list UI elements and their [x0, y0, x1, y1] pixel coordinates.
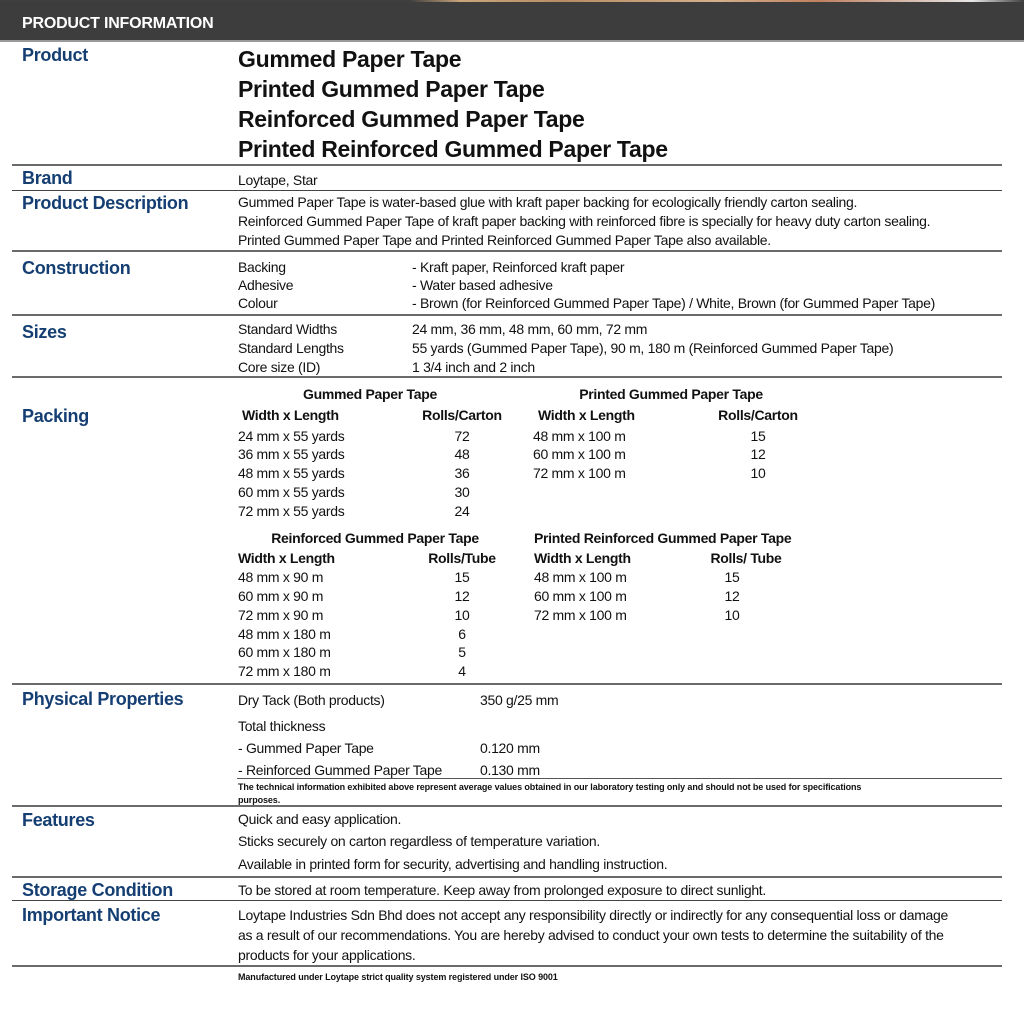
divider [12, 965, 1002, 967]
packing-cell: 5 [458, 644, 466, 660]
brand-value: Loytape, Star [238, 172, 318, 188]
physical-key: Dry Tack (Both products) [238, 692, 385, 708]
packing-cell: 48 [454, 446, 470, 462]
divider [237, 778, 1002, 779]
description-line: Printed Gummed Paper Tape and Printed Reinforced Gummed Paper Tape also available. [238, 232, 771, 248]
packing-col-header: Rolls/Carton [718, 407, 798, 423]
divider [12, 250, 1002, 252]
packing-cell: 60 mm x 90 m [238, 588, 324, 604]
description-label: Product Description [22, 193, 189, 213]
packing-cell: 12 [454, 588, 470, 604]
product-name: Printed Reinforced Gummed Paper Tape [238, 136, 668, 162]
divider [12, 683, 1002, 685]
packing-col-header: Rolls/Tube [428, 550, 496, 566]
description-line: Gummed Paper Tape is water-based glue with kraft paper backing for ecologically friendly carton sealing. [238, 194, 858, 210]
divider [12, 805, 1002, 807]
physical-value: 0.130 mm [480, 762, 540, 778]
packing-cell: 48 mm x 100 m [534, 569, 627, 585]
packing-cell: 10 [454, 607, 470, 623]
packing-cell: 72 mm x 100 m [533, 465, 626, 481]
packing-table-title: Printed Reinforced Gummed Paper Tape [534, 530, 792, 546]
packing-table-title: Reinforced Gummed Paper Tape [271, 530, 479, 546]
packing-cell: 72 mm x 90 m [238, 607, 324, 623]
packing-cell: 10 [724, 607, 740, 623]
packing-cell: 6 [458, 626, 466, 642]
product-name: Printed Gummed Paper Tape [238, 76, 545, 102]
packing-col-header: Rolls/ Tube [710, 550, 782, 566]
product-name: Gummed Paper Tape [238, 46, 462, 72]
packing-cell: 15 [454, 569, 470, 585]
packing-cell: 60 mm x 100 m [533, 446, 626, 462]
packing-cell: 48 mm x 100 m [533, 428, 626, 444]
packing-cell: 60 mm x 55 yards [238, 484, 345, 500]
section-header [0, 2, 1024, 42]
packing-col-header: Width x Length [238, 550, 335, 566]
packing-cell: 15 [750, 428, 766, 444]
product-name: Reinforced Gummed Paper Tape [238, 106, 585, 132]
notice-label: Important Notice [22, 905, 161, 925]
physical-label: Physical Properties [22, 689, 184, 709]
packing-cell: 24 mm x 55 yards [238, 428, 345, 444]
packing-cell: 36 [454, 465, 470, 481]
packing-col-header: Rolls/Carton [422, 407, 502, 423]
packing-cell: 72 mm x 55 yards [238, 503, 345, 519]
header-title: PRODUCT INFORMATION [22, 15, 214, 32]
packing-cell: 12 [724, 588, 740, 604]
packing-cell: 72 mm x 180 m [238, 663, 331, 679]
sizes-value: 1 3/4 inch and 2 inch [412, 359, 535, 375]
sizes-key: Standard Widths [238, 321, 337, 337]
notice-line: products for your applications. [238, 947, 416, 963]
divider [12, 314, 1002, 316]
product-label: Product [22, 45, 88, 65]
packing-table-title: Printed Gummed Paper Tape [579, 386, 763, 402]
construction-value: - Brown (for Reinforced Gummed Paper Tape) / White, Brown (for Gummed Paper Tape) [412, 295, 935, 311]
sizes-label: Sizes [22, 322, 67, 342]
construction-key: Adhesive [238, 277, 294, 293]
construction-key: Backing [238, 259, 286, 275]
packing-cell: 10 [750, 465, 766, 481]
packing-label: Packing [22, 406, 89, 426]
notice-line: Loytape Industries Sdn Bhd does not accept any responsibility directly or indirectly for any consequential loss or damage [238, 907, 949, 923]
sizes-key: Core size (ID) [238, 359, 321, 375]
packing-cell: 72 mm x 100 m [534, 607, 627, 623]
storage-value: To be stored at room temperature. Keep away from prolonged exposure to direct sunlight. [238, 882, 766, 898]
construction-value: - Water based adhesive [412, 277, 553, 293]
notice-line: as a result of our recommendations. You are hereby advised to conduct your own tests to determine the suitability of the [238, 927, 944, 943]
packing-cell: 48 mm x 90 m [238, 569, 324, 585]
physical-key: - Reinforced Gummed Paper Tape [238, 762, 442, 778]
packing-cell: 48 mm x 180 m [238, 626, 331, 642]
packing-cell: 4 [458, 663, 466, 679]
feature-item: Quick and easy application. [238, 811, 402, 827]
physical-value: 350 g/25 mm [480, 692, 559, 708]
construction-value: - Kraft paper, Reinforced kraft paper [412, 259, 625, 275]
features-label: Features [22, 810, 95, 830]
divider [12, 190, 1002, 191]
storage-label: Storage Condition [22, 880, 173, 900]
physical-key: - Gummed Paper Tape [238, 740, 374, 756]
sizes-value: 55 yards (Gummed Paper Tape), 90 m, 180 m (Reinforced Gummed Paper Tape) [412, 340, 894, 356]
packing-cell: 36 mm x 55 yards [238, 446, 345, 462]
packing-col-header: Width x Length [534, 550, 631, 566]
packing-col-header: Width x Length [242, 407, 339, 423]
divider [12, 900, 1002, 901]
packing-cell: 48 mm x 55 yards [238, 465, 345, 481]
feature-item: Sticks securely on carton regardless of temperature variation. [238, 833, 600, 849]
packing-cell: 30 [454, 484, 470, 500]
packing-table-title: Gummed Paper Tape [303, 386, 437, 402]
packing-cell: 60 mm x 180 m [238, 644, 331, 660]
physical-subtitle: Total thickness [238, 718, 326, 734]
sizes-value: 24 mm, 36 mm, 48 mm, 60 mm, 72 mm [412, 321, 648, 337]
sizes-key: Standard Lengths [238, 340, 344, 356]
construction-key: Colour [238, 295, 278, 311]
footer-text: Manufactured under Loytape strict quality system registered under ISO 9001 [238, 972, 558, 982]
disclaimer-text: purposes. [238, 795, 281, 805]
packing-cell: 72 [454, 428, 470, 444]
packing-cell: 24 [454, 503, 470, 519]
divider [12, 876, 1002, 878]
disclaimer-text: The technical information exhibited above represent average values obtained in our laboratory testing only and should not be used for specifications [238, 782, 862, 792]
brand-label: Brand [22, 168, 73, 188]
divider [12, 164, 1002, 166]
divider [12, 376, 1002, 378]
feature-item: Available in printed form for security, advertising and handling instruction. [238, 856, 668, 872]
packing-cell: 15 [724, 569, 740, 585]
construction-label: Construction [22, 258, 131, 278]
packing-cell: 12 [750, 446, 766, 462]
description-line: Reinforced Gummed Paper Tape of kraft paper backing with reinforced fibre is specially for heavy duty carton sealing. [238, 213, 931, 229]
packing-col-header: Width x Length [538, 407, 635, 423]
physical-value: 0.120 mm [480, 740, 540, 756]
packing-cell: 60 mm x 100 m [534, 588, 627, 604]
